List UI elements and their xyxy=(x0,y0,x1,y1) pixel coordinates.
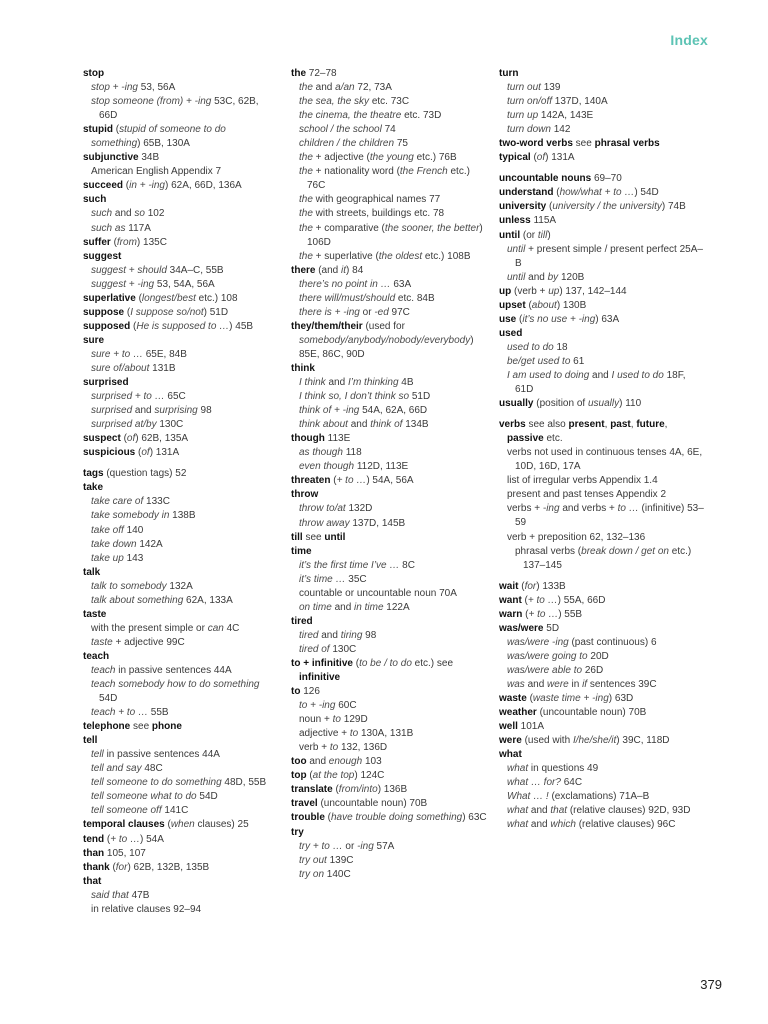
index-entry: well 101A xyxy=(499,721,545,733)
index-subentry: tired of 130C xyxy=(299,643,357,655)
index-entry: time xyxy=(291,545,312,557)
index-subentry: sure + to … 65E, 84B xyxy=(91,348,187,360)
index-entry: though 113E xyxy=(291,433,351,445)
index-subentry: the + nationality word (the French etc.) 76C xyxy=(299,166,470,192)
index-entry: threaten (+ to …) 54A, 56A xyxy=(291,475,414,487)
index-subentry: it’s time … 35C xyxy=(299,573,367,585)
index-entry: talk xyxy=(83,566,101,578)
index-subentry: try + to … or -ing 57A xyxy=(299,840,395,852)
index-subentry: take care of 133C xyxy=(91,496,170,508)
index-subentry: what … for? 64C xyxy=(507,777,583,789)
index-subentry: said that 47B xyxy=(91,889,150,901)
index-entry: subjunctive 34B xyxy=(83,152,160,164)
index-entry: used xyxy=(499,327,523,339)
index-entry: travel (uncountable noun) 70B xyxy=(291,798,428,810)
index-subentry: such and so 102 xyxy=(91,208,165,220)
index-entry: think xyxy=(291,362,315,374)
index-entry: such xyxy=(83,194,107,206)
index-entry: top (at the top) 124C xyxy=(291,770,385,782)
index-subentry: there is + -ing or -ed 97C xyxy=(299,306,410,318)
index-subentry: surprised + to … 65C xyxy=(91,391,186,403)
index-entry: tired xyxy=(291,615,313,627)
index-entry: thank (for) 62B, 132B, 135B xyxy=(83,861,210,873)
index-subentry: until and by 120B xyxy=(507,271,585,283)
index-entry: university (university / the university) 74B xyxy=(499,201,686,213)
index-subentry: surprised at/by 130C xyxy=(91,419,184,431)
index-entry: suspect (of) 62B, 135A xyxy=(83,433,189,445)
page-header-title: Index xyxy=(670,32,708,48)
index-subentry: sure of/about 131B xyxy=(91,362,176,374)
index-subentry: take down 142A xyxy=(91,538,163,550)
index-entry: typical (of) 131A xyxy=(499,152,575,164)
index-subentry: turn down 142 xyxy=(507,124,571,136)
index-subentry: was/were going to 20D xyxy=(507,650,609,662)
index-subentry: I think and I’m thinking 4B xyxy=(299,377,414,389)
index-entry: sure xyxy=(83,334,105,346)
index-subentry: verbs + -ing and verbs + to … (infinitive) 53–59 xyxy=(507,503,704,529)
index-entry: tags (question tags) 52 xyxy=(83,468,187,480)
index-subentry: think about and think of 134B xyxy=(299,419,429,431)
index-entry: they/them/their (used for somebody/anybody/nobody/everybody) 85E, 86C, 90D xyxy=(291,320,474,360)
index-subentry: teach + to … 55B xyxy=(91,707,169,719)
index-entry: the 72–78 xyxy=(291,68,337,79)
index-subentry: such as 117A xyxy=(91,222,151,234)
index-entry: up (verb + up) 137, 142–144 xyxy=(499,285,627,297)
index-subentry: suggest + should 34A–C, 55B xyxy=(91,264,224,276)
index-subentry: tell someone what to do 54D xyxy=(91,791,218,803)
index-subentry: in relative clauses 92–94 xyxy=(91,903,202,915)
index-subentry: to + -ing 60C xyxy=(299,700,357,712)
index-subentry: try on 140C xyxy=(299,868,351,880)
index-subentry: I think so, I don’t think so 51D xyxy=(299,391,431,403)
index-entry: suggest xyxy=(83,250,122,262)
index-entry: that xyxy=(83,875,102,887)
index-subentry: the sea, the sky etc. 73C xyxy=(299,96,410,108)
index-subentry: take somebody in 138B xyxy=(91,510,196,522)
index-subentry: used to do 18 xyxy=(507,341,568,353)
index-entry: stupid (stupid of someone to do something) 65B, 130A xyxy=(83,124,226,150)
index-entry: trouble (have trouble doing something) 63C xyxy=(291,812,487,824)
index-subentry: what in questions 49 xyxy=(507,763,599,775)
index-subentry: countable or uncountable noun 70A xyxy=(299,587,457,599)
index-entry: wait (for) 133B xyxy=(499,580,566,592)
index-entry: there (and it) 84 xyxy=(291,264,364,276)
index-subentry: the cinema, the theatre etc. 73D xyxy=(299,110,442,122)
index-entry: supposed (He is supposed to …) 45B xyxy=(83,320,254,332)
page-number: 379 xyxy=(700,977,722,992)
index-subentry: throw away 137D, 145B xyxy=(299,517,406,529)
index-entry: to 126 xyxy=(291,686,320,698)
index-subentry: what and that (relative clauses) 92D, 93D xyxy=(507,805,691,817)
index-entry: unless 115A xyxy=(499,215,557,227)
index-subentry: stop someone (from) + -ing 53C, 62B, 66D xyxy=(91,96,259,122)
index-subentry: tell in passive sentences 44A xyxy=(91,749,220,761)
index-entry: use (it’s no use + -ing) 63A xyxy=(499,313,620,325)
index-subentry: tell someone to do something 48D, 55B xyxy=(91,777,267,789)
index-subentry: suggest + -ing 53, 54A, 56A xyxy=(91,278,215,290)
index-entry: understand (how/what + to …) 54D xyxy=(499,187,659,199)
index-entry: telephone see phone xyxy=(83,721,182,733)
index-entry: stop xyxy=(83,68,105,79)
index-subentry: taste + adjective 99C xyxy=(91,636,185,648)
index-entry: until (or till) xyxy=(499,229,551,241)
index-subentry: tell someone off 141C xyxy=(91,805,189,817)
index-entry: suffer (from) 135C xyxy=(83,236,167,248)
index-entry: throw xyxy=(291,489,319,501)
index-entry: what xyxy=(499,749,522,761)
index-subentry: list of irregular verbs Appendix 1.4 xyxy=(507,475,658,487)
index-subentry: the + adjective (the young etc.) 76B xyxy=(299,152,457,164)
index-entry: temporal clauses (when clauses) 25 xyxy=(83,819,249,831)
index-subentry: the with geographical names 77 xyxy=(299,194,441,206)
index-subentry: on time and in time 122A xyxy=(299,601,410,613)
index-subentry: present and past tenses Appendix 2 xyxy=(507,489,667,501)
index-subentry: turn on/off 137D, 140A xyxy=(507,96,608,108)
index-entry: upset (about) 130B xyxy=(499,299,587,311)
index-subentry: even though 112D, 113E xyxy=(299,461,409,473)
index-subentry: the with streets, buildings etc. 78 xyxy=(299,208,445,220)
index-subentry: American English Appendix 7 xyxy=(91,166,222,178)
index-column-3 xyxy=(499,67,704,832)
index-subentry: throw to/at 132D xyxy=(299,503,373,515)
index-entry: tend (+ to …) 54A xyxy=(83,833,164,845)
index-column-1 xyxy=(83,67,278,917)
index-subentry: talk about something 62A, 133A xyxy=(91,594,233,606)
index-subentry: the and a/an 72, 73A xyxy=(299,82,392,94)
index-subentry: try out 139C xyxy=(299,854,354,866)
index-subentry: teach in passive sentences 44A xyxy=(91,664,232,676)
index-subentry: verbs not used in continuous tenses 4A, 6E, 10D, 16D, 17A xyxy=(507,447,703,473)
index-subentry: with the present simple or can 4C xyxy=(91,622,240,634)
index-entry: verbs see also present, past, future, passive etc. xyxy=(499,419,668,445)
index-entry: uncountable nouns 69–70 xyxy=(499,173,622,185)
index-subentry: I am used to doing and I used to do 18F, 61D xyxy=(507,369,686,396)
index-subentry: turn out 139 xyxy=(507,82,561,94)
index-entry: were (used with I/he/she/it) 39C, 118D xyxy=(499,735,670,747)
index-subentry: be/get used to 61 xyxy=(507,355,585,367)
index-subentry: take off 140 xyxy=(91,524,144,536)
index-subentry: teach somebody how to do something 54D xyxy=(91,679,260,705)
index-entry: than 105, 107 xyxy=(83,847,146,859)
index-entry: take xyxy=(83,482,104,494)
index-subentry: tired and tiring 98 xyxy=(299,629,377,641)
index-subentry: was/were -ing (past continuous) 6 xyxy=(507,636,657,648)
index-subentry: verb + to 132, 136D xyxy=(299,742,388,754)
index-subentry: as though 118 xyxy=(299,447,362,459)
index-subentry: take up 143 xyxy=(91,552,144,564)
index-subentry: until + present simple / present perfect 25A–B xyxy=(507,243,703,269)
index-subentry: school / the school 74 xyxy=(299,124,396,136)
index-subentry: was/were able to 26D xyxy=(507,664,604,676)
index-subentry: noun + to 129D xyxy=(299,714,368,726)
index-subentry: there will/must/should etc. 84B xyxy=(299,292,435,304)
index-entry: try xyxy=(291,826,304,838)
index-subentry: verb + preposition 62, 132–136 xyxy=(507,531,646,543)
index-subentry: talk to somebody 132A xyxy=(91,580,193,592)
index-entry: taste xyxy=(83,608,107,620)
index-subentry: phrasal verbs (break down / get on etc.) 137–145 xyxy=(515,545,692,571)
index-entry: was/were 5D xyxy=(499,622,560,634)
index-subentry: what and which (relative clauses) 96C xyxy=(507,819,676,831)
index-entry: to + infinitive (to be / to do etc.) see infinitive xyxy=(291,657,454,684)
index-entry: warn (+ to …) 55B xyxy=(499,608,583,620)
index-entry: till see until xyxy=(291,531,346,543)
index-entry: superlative (longest/best etc.) 108 xyxy=(83,292,238,304)
index-entry: teach xyxy=(83,650,110,662)
index-subentry: the + comparative (the sooner, the better) 106D xyxy=(299,222,483,248)
index-entry: suspicious (of) 131A xyxy=(83,447,180,459)
index-subentry: it’s the first time I’ve … 8C xyxy=(299,559,415,571)
index-subentry: turn up 142A, 143E xyxy=(507,110,594,122)
index-subentry: tell and say 48C xyxy=(91,763,163,775)
index-entry: two-word verbs see phrasal verbs xyxy=(499,138,660,150)
index-entry: surprised xyxy=(83,377,129,389)
index-entry: translate (from/into) 136B xyxy=(291,784,408,796)
index-subentry: What … ! (exclamations) 71A–B xyxy=(507,791,650,803)
index-subentry: children / the children 75 xyxy=(299,138,408,150)
index-subentry: stop + -ing 53, 56A xyxy=(91,82,176,94)
index-entry: too and enough 103 xyxy=(291,756,382,768)
index-subentry: surprised and surprising 98 xyxy=(91,405,212,417)
index-entry: succeed (in + -ing) 62A, 66D, 136A xyxy=(83,180,242,192)
index-subentry: there’s no point in … 63A xyxy=(299,278,412,290)
index-entry: weather (uncountable noun) 70B xyxy=(499,707,647,719)
index-entry: usually (position of usually) 110 xyxy=(499,398,642,410)
index-column-2 xyxy=(291,67,489,882)
index-subentry: adjective + to 130A, 131B xyxy=(299,728,414,740)
index-entry: turn xyxy=(499,68,519,79)
index-entry: waste (waste time + -ing) 63D xyxy=(499,693,634,705)
index-subentry: think of + -ing 54A, 62A, 66D xyxy=(299,405,428,417)
index-subentry: the + superlative (the oldest etc.) 108B xyxy=(299,250,471,262)
index-subentry: was and were in if sentences 39C xyxy=(507,678,657,690)
index-entry: want (+ to …) 55A, 66D xyxy=(499,594,606,606)
index-entry: suppose (I suppose so/not) 51D xyxy=(83,306,229,318)
index-entry: tell xyxy=(83,735,98,747)
